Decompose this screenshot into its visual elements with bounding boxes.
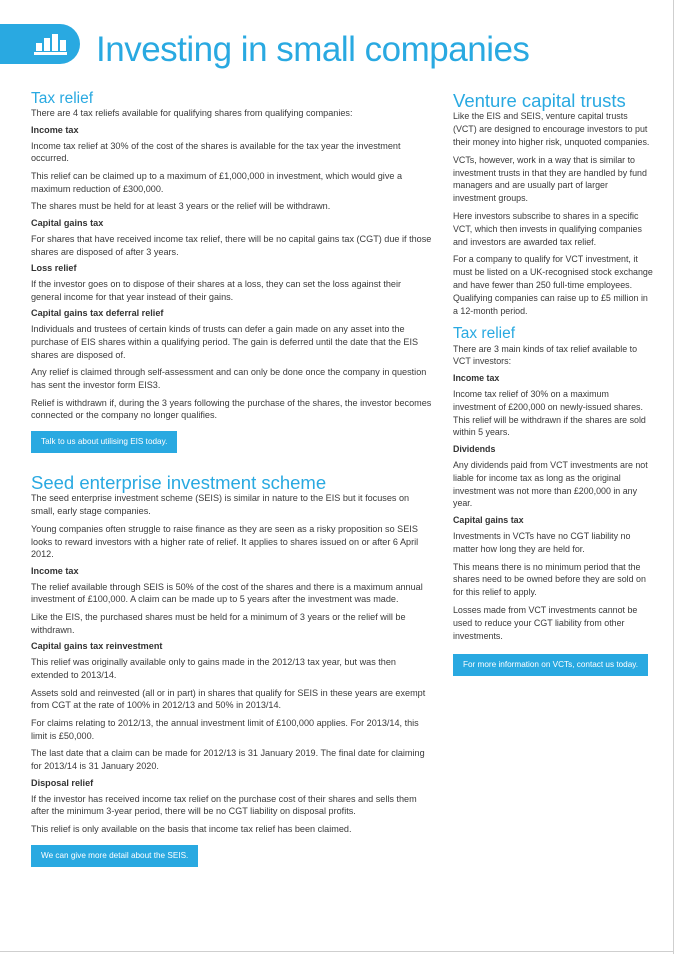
page-border-right [673, 0, 674, 954]
tax-relief-heading: Tax relief [31, 90, 94, 107]
vct-income-tax-heading: Income tax [453, 373, 500, 384]
vct-cgt-text: Investments in VCTs have no CGT liability no matter how long they are held for. [453, 531, 631, 554]
seis-disposal-heading: Disposal relief [31, 777, 94, 788]
vct-text: VCTs, however, work in a way that is similar to investment trusts in that they are handled by fund managers and are usually part of larger investment groups. [453, 154, 647, 204]
seis-intro: Young companies often struggle to raise finance as they are seen as a risky proposition so SEIS looks to reward investors with a higher rate of relief. It applies to shares issued on or after 6 April 2012. [31, 523, 419, 560]
tax-relief-intro: There are 4 tax reliefs available for qualifying shares from qualifying companies: [31, 108, 353, 119]
cgt-deferral-text: Individuals and trustees of certain kinds of trusts can defer a gain made on any asset into the purchase of EIS shares within a qualifying period. The gain is deferred until the date that the EIS shares are disposed of. [31, 324, 419, 360]
seis-income-tax-text: Like the EIS, the purchased shares must be held for a minimum of 3 years or the relief will be withdrawn. [31, 612, 406, 635]
loss-relief-text: If the investor goes on to dispose of their shares at a loss, they can set the loss against their general income for that year instead of their gains. [31, 279, 402, 302]
cgt-deferral-text: Relief is withdrawn if, during the 3 years following the purchase of the shares, the investor becomes connected or the company no longer qualifies. [31, 397, 432, 421]
vct-cta-button[interactable]: For more information on VCTs, contact us today. [453, 654, 648, 676]
left-column [31, 91, 433, 867]
page-border-bottom [0, 951, 674, 952]
loss-relief-heading: Loss relief [31, 263, 77, 274]
seis-income-tax-heading: Income tax [31, 565, 79, 576]
income-tax-text: Income tax relief at 30% of the cost of the shares is available for the tax year the investment occurred. [31, 140, 401, 164]
vct-heading: Venture capital trusts [453, 90, 626, 111]
vct-tax-relief-intro: There are 3 main kinds of tax relief available to VCT investors: [453, 343, 638, 367]
page-title: Investing in small companies [96, 30, 530, 69]
vct-cgt-heading: Capital gains tax [453, 515, 524, 526]
cgt-heading: Capital gains tax [31, 218, 104, 229]
bar-chart-icon [34, 32, 68, 56]
seis-cta-button[interactable]: We can give more detail about the SEIS. [31, 845, 198, 867]
seis-disposal-text: This relief is only available on the basis that income tax relief has been claimed. [31, 823, 352, 834]
seis-reinvestment-text: The last date that a claim can be made for 2012/13 is 31 January 2019. The final date for claiming for 2013/14 is 31 January 2020. [31, 748, 425, 772]
seis-reinvestment-text: Assets sold and reinvested (all or in part) in shares that qualify for SEIS in these years are exempt from CGT at the rate of 100% in 2012/13 and 50% in 2013/14. [31, 687, 426, 711]
eis-cta-button[interactable]: Talk to us about utilising EIS today. [31, 431, 177, 453]
cgt-text: For shares that have received income tax relief, there will be no capital gains tax (CGT) due if those shares are disposed of after 3 years. [31, 233, 432, 257]
vct-tax-relief-heading: Tax relief [453, 325, 516, 343]
vct-text: Like the EIS and SEIS, venture capital trusts (VCT) are designed to encourage investors to put their money into higher risk, unquoted companies. [453, 111, 650, 148]
cgt-deferral-text: Any relief is claimed through self-assessment and can only be done once the company in question has sent the investor form EIS3. [31, 367, 427, 390]
income-tax-heading: Income tax [31, 124, 79, 135]
vct-cgt-text: This means there is no minimum period that the shares need to be owned before they are sold on for this relief to apply. [453, 561, 646, 598]
seis-reinvestment-text: For claims relating to 2012/13, the annual investment limit of £100,000 applies. For 2013/14, this limit is £50,000. [31, 718, 419, 741]
cgt-deferral-heading: Capital gains tax deferral relief [31, 308, 164, 319]
income-tax-text: This relief can be claimed up to a maximum of £1,000,000 in investment, which would give a maximum reduction of £300,000. [31, 171, 403, 194]
title-icon-tab [0, 24, 80, 64]
vct-text: For a company to qualify for VCT investment, it must be listed on a UK-recognised stock exchange and have fewer than 250 full-time employees. Qualifying companies can raise up to £5 million in a 12-month period. [453, 254, 653, 316]
vct-text: Here investors subscribe to shares in a specific VCT, which then invests in qualifying companies and investors are awarded tax relief. [453, 211, 642, 247]
seis-disposal-text: If the investor has received income tax relief on the purchase cost of their shares and sells them after the minimum 3-year period, there will be no CGT liability on disposal profits. [31, 793, 417, 817]
seis-intro: The seed enterprise investment scheme (SEIS) is similar in nature to the EIS but it focuses on small, early stage companies. [31, 493, 410, 517]
seis-heading: Seed enterprise investment scheme [31, 472, 327, 494]
seis-income-tax-text: The relief available through SEIS is 50% of the cost of the shares and there is a maximum annual investment of £100,000. A claim can be made up to 5 years after the investment was made. [31, 581, 423, 605]
vct-dividends-heading: Dividends [453, 444, 496, 455]
income-tax-text: The shares must be held for at least 3 years or the relief will be withdrawn. [31, 201, 331, 212]
seis-reinvestment-text: This relief was originally available only to gains made in the 2012/13 tax year, but was then extended to 2013/14. [31, 657, 396, 680]
seis-reinvestment-heading: Capital gains tax reinvestment [31, 641, 163, 652]
vct-cgt-text: Losses made from VCT investments cannot be used to reduce your CGT liability from other investments. [453, 604, 638, 641]
vct-dividends-text: Any dividends paid from VCT investments are not liable for income tax as long as the original investment was not more than £200,000 in any year. [453, 460, 648, 509]
right-column [453, 91, 653, 676]
vct-income-tax-text: Income tax relief of 30% on a maximum investment of £200,000 on newly-issued shares. This relief will be withdrawn if the shares are sold within 5 years. [453, 389, 646, 438]
